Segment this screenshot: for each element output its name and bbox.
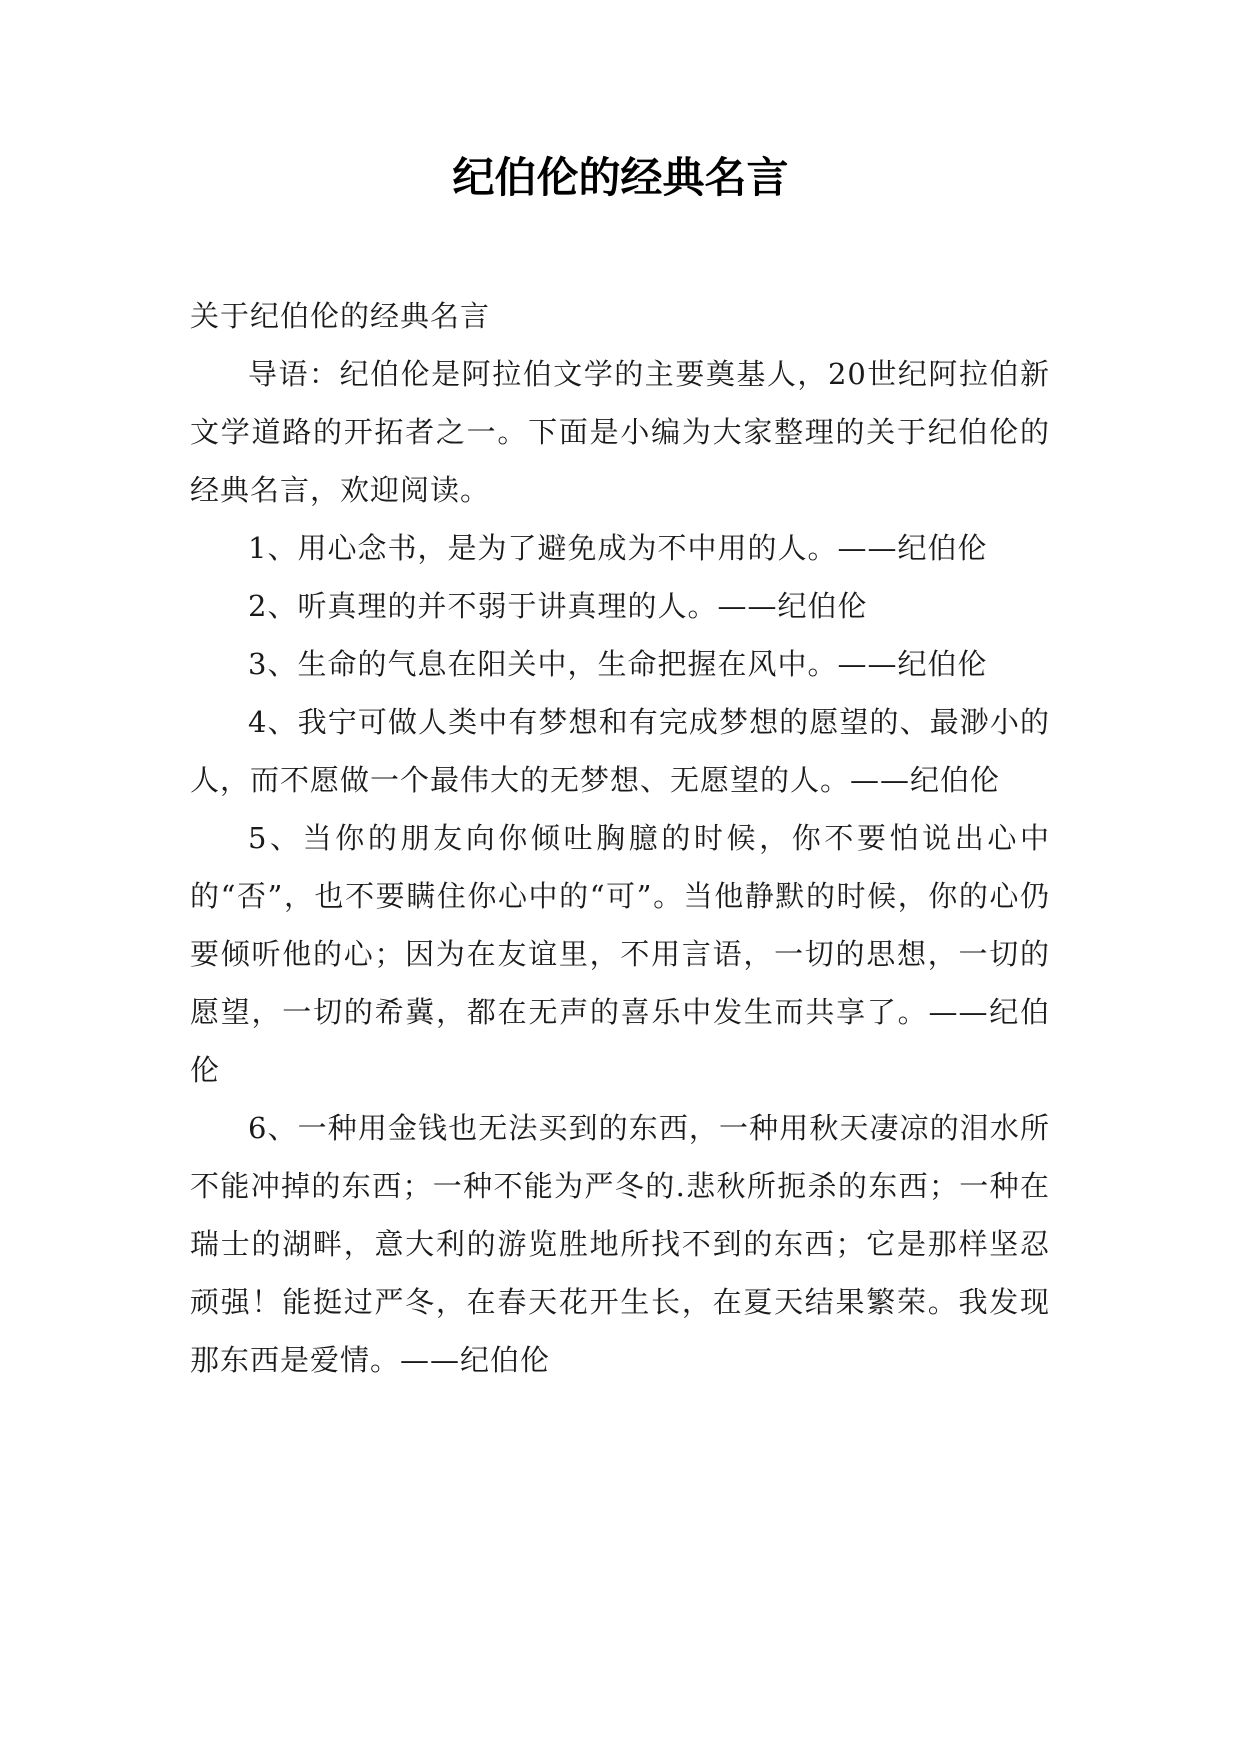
quote-paragraph-2: 2、听真理的并不弱于讲真理的人。——纪伯伦 (248, 589, 868, 623)
quote-paragraph-5: 5、当你的朋友向你倾吐胸臆的时候，你不要怕说出心中的“否”，也不要瞒住你心中的“可”。当他静默的时候，你的心仍要倾听他的心；因为在友谊里，不用言语，一切的思想，一切的愿望，一切的希冀，都在无声的喜乐中发生而共享了。——纪伯伦 (190, 821, 1050, 1087)
document-title: 纪伯伦的经典名言 (452, 153, 789, 202)
quote-paragraph-3: 3、生命的气息在阳关中，生命把握在风中。——纪伯伦 (248, 647, 988, 681)
intro-paragraph: 导语：纪伯伦是阿拉伯文学的主要奠基人，20世纪阿拉伯新文学道路的开拓者之一。下面是小编为大家整理的关于纪伯伦的经典名言，欢迎阅读。 (190, 357, 1050, 507)
quote-paragraph-1: 1、用心念书，是为了避免成为不中用的人。——纪伯伦 (248, 531, 988, 565)
quote-paragraph-6: 6、一种用金钱也无法买到的东西，一种用秋天凄凉的泪水所不能冲掉的东西；一种不能为严冬的.悲秋所扼杀的东西；一种在瑞士的湖畔，意大利的游览胜地所找不到的东西；它是那样坚忍顽强！能挺过严冬，在春天花开生长，在夏天结果繁荣。我发现那东西是爱情。——纪伯伦 (190, 1111, 1050, 1377)
document-subtitle: 关于纪伯伦的经典名言 (190, 299, 491, 333)
document-body (190, 287, 1050, 1389)
quote-paragraph-4: 4、我宁可做人类中有梦想和有完成梦想的愿望的、最渺小的人，而不愿做一个最伟大的无梦想、无愿望的人。——纪伯伦 (190, 705, 1050, 797)
